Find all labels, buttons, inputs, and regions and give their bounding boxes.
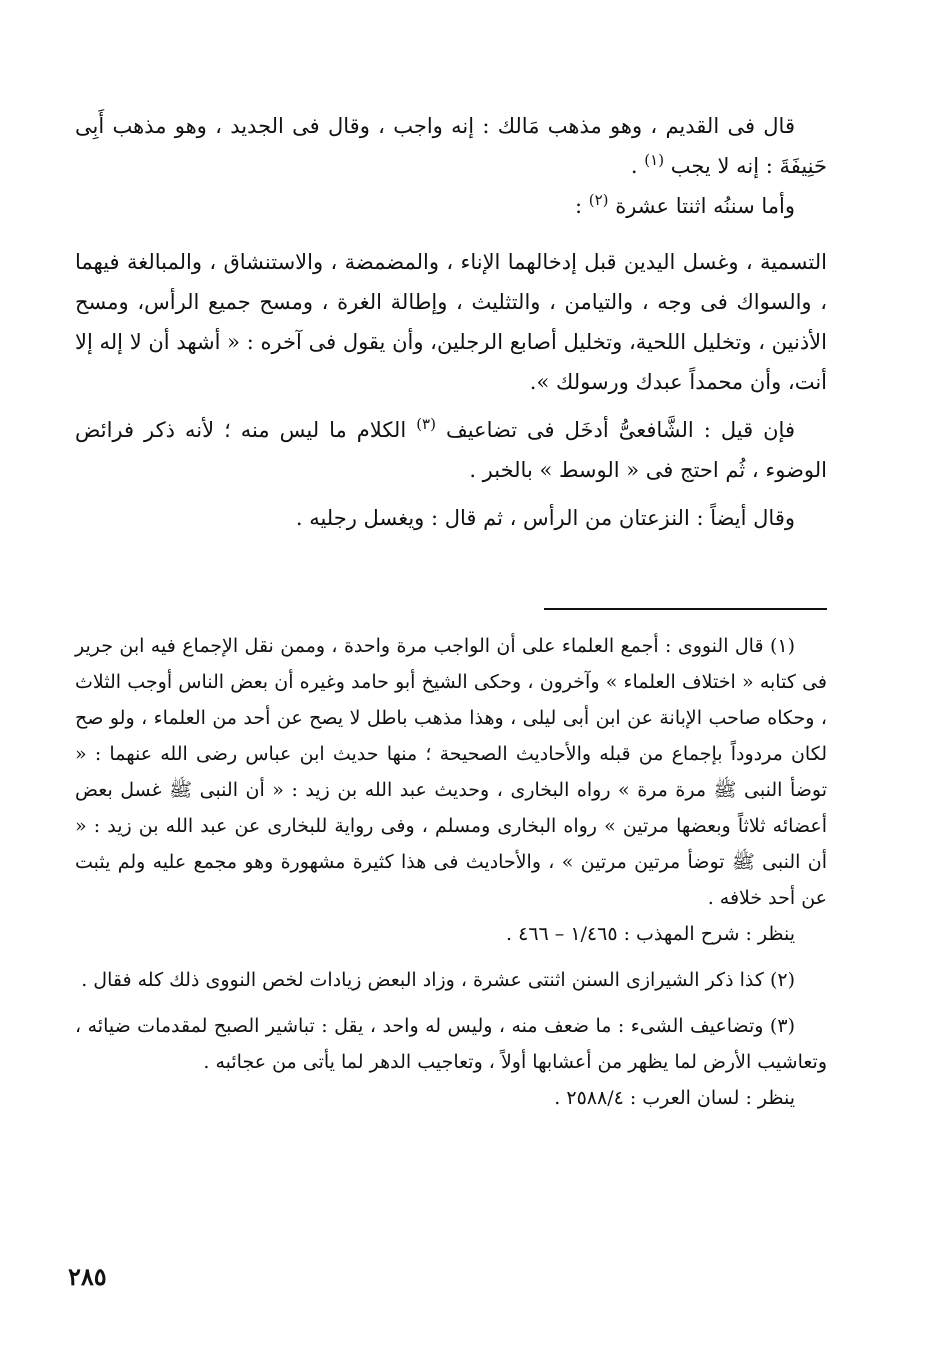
page-number: ٢٨٥ bbox=[68, 1262, 107, 1291]
footnote-source: ينظر : لسان العرب : ٢٥٨٨/٤ . bbox=[554, 1087, 795, 1109]
footnote-source: ينظر : شرح المهذب : ١/٤٦٥ – ٤٦٦ . bbox=[506, 923, 795, 945]
main-text bbox=[75, 106, 827, 538]
paragraph-text: : bbox=[574, 194, 583, 218]
footnote-ref[interactable]: (٣) bbox=[416, 415, 436, 433]
paragraph-text: الكلام ما ليس منه ؛ لأنه ذكر فرائض الوضوء ، ثُم احتج فى « الوسط » بالخبر . bbox=[75, 418, 827, 482]
paragraph-text: قال فى القديم ، وهو مذهب مَالك : إنه واجب ، وقال فى الجديد ، وهو مذهب أَبِى حَنِيفَةَ : إنه لا يجب bbox=[75, 114, 827, 178]
footnote-1 bbox=[75, 628, 827, 952]
footnote-ref[interactable]: (١) bbox=[644, 151, 665, 169]
paragraph-4 bbox=[75, 410, 827, 490]
paragraph-text: فإن قيل : الشَّافعىُّ أدخَل فى تضاعيف bbox=[445, 418, 795, 442]
paragraph-5: وقال أيضاً : النزعتان من الرأس ، ثم قال : ويغسل رجليه . bbox=[295, 506, 795, 530]
footnote-ref[interactable]: (٢) bbox=[588, 191, 609, 209]
paragraph-3: التسمية ، وغسل اليدين قبل إدخالهما الإناء ، والمضمضة ، والاستنشاق ، والمبالغة فيهما ، والسواك فى وجه ، والتيامن ، والتثليث ، وإطالة الغرة ، ومسح جميع الرأس، ومسح الأذنين ، وتخليل اللحية، وتخليل أصابع الرجلين، وأن يقول فى آخره : « أشهد أن لا إله إلا أنت، وأن محمداً عبدك ورسولك ». bbox=[75, 250, 827, 394]
paragraph-text: . bbox=[630, 154, 638, 178]
footnote-2 bbox=[75, 962, 827, 998]
footnotes bbox=[75, 628, 827, 1116]
footnote-text: (٢) كذا ذكر الشيرازى السنن اثنتى عشرة ، وزاد البعض زيادات لخص النووى ذلك كله فقال . bbox=[81, 969, 795, 991]
paragraph-1 bbox=[75, 106, 827, 186]
footnote-text: (٣) وتضاعيف الشىء : ما ضعف منه ، وليس له واحد ، يقل : تباشير الصبح لمقدمات ضيائه ، وتعاشيب الأرض لما يظهر من أعشابها أولاً ، وتعاجيب الدهر لما يأتى من عجائبه . bbox=[75, 1015, 827, 1073]
footnote-3 bbox=[75, 1008, 827, 1116]
paragraph-2 bbox=[75, 186, 827, 226]
footnote-text: (١) قال النووى : أجمع العلماء على أن الواجب مرة واحدة ، وممن نقل الإجماع فيه ابن جرير فى كتابه « اختلاف العلماء » وآخرون ، وحكى الشيخ أبو حامد وغيره أن بعض الناس أوجب الثلاث ، وحكاه صاحب الإبانة عن ابن أبى ليلى ، وهذا مذهب باطل لا يصح عن أحد من العلماء ، ولو صح لكان مردوداً بإجماع من قبله والأحاديث الصحيحة ؛ منها حديث ابن عباس رضى الله عنهما : « توضأ النبى ﷺ مرة مرة » رواه البخارى ، وحديث عبد الله بن زيد : « أن النبى ﷺ غسل بعض أعضائه ثلاثاً وبعضها مرتين » رواه البخارى ومسلم ، وفى رواية للبخارى عن عبد الله بن زيد : « أن النبى ﷺ توضأ مرتين مرتين » ، والأحاديث فى هذا كثيرة مشهورة وهو مجمع عليه ولم يثبت عن أحد خلافه . bbox=[75, 635, 827, 909]
footnote-separator bbox=[544, 608, 827, 610]
paragraph-text: وأما سننُه اثنتا عشرة bbox=[615, 194, 795, 218]
